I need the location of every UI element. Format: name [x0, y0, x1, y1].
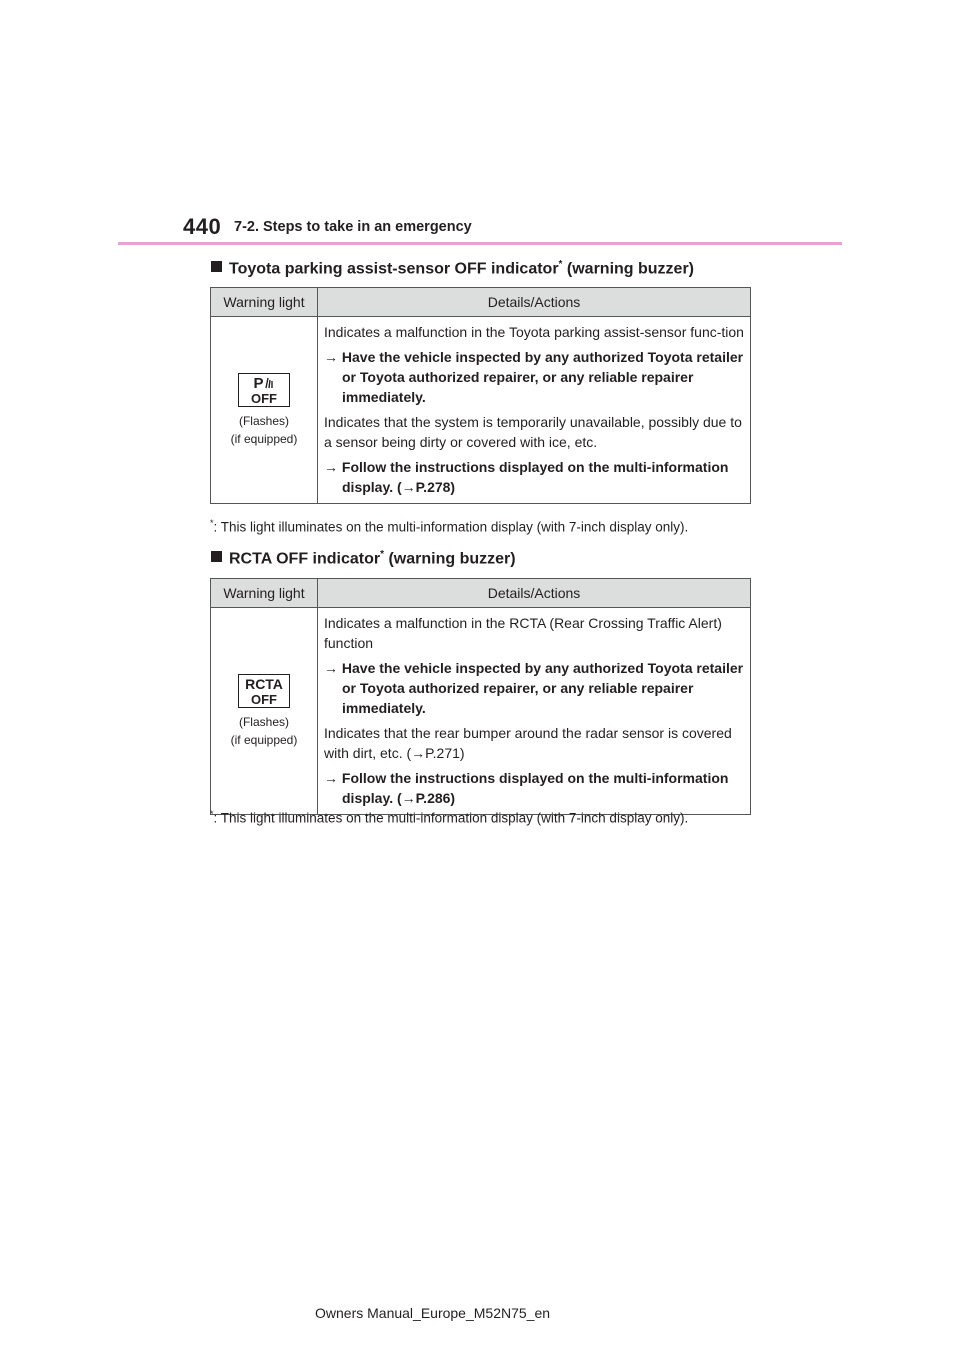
detail-text: Indicates a malfunction in the RCTA (Rear Crossing Traffic Alert) function	[324, 615, 722, 651]
footnote	[210, 809, 688, 826]
details-cell	[318, 317, 751, 504]
square-bullet-icon	[211, 261, 222, 272]
table-row	[211, 608, 751, 815]
column-header-warning-light: Warning light	[211, 579, 318, 608]
flashes-note: (Flashes)	[238, 714, 289, 729]
table-header-row	[211, 288, 751, 317]
footnote-marker: *	[380, 549, 385, 560]
section-title-parking-assist	[211, 259, 694, 278]
icon-label-bottom: OFF	[251, 691, 277, 707]
footnote	[210, 518, 688, 535]
action-text: → Follow the instructions displayed on the multi-information display. (→P.278)	[324, 459, 729, 495]
footnote-marker: *	[558, 259, 563, 270]
table-row	[211, 317, 751, 504]
section-title-text: Toyota parking assist-sensor OFF indicator	[229, 260, 559, 278]
details-cell	[318, 608, 751, 815]
header-divider	[118, 242, 842, 245]
warning-table-parking-assist	[210, 287, 751, 504]
rcta-off-icon	[238, 674, 290, 708]
page-number: 440	[183, 214, 222, 239]
warning-light-cell	[211, 317, 318, 504]
column-header-warning-light: Warning light	[211, 288, 318, 317]
section-title-suffix: (warning buzzer)	[384, 550, 516, 568]
section-title-suffix: (warning buzzer)	[562, 260, 695, 278]
section-header: 7-2. Steps to take in an emergency	[234, 219, 472, 235]
warning-light-cell	[211, 608, 318, 815]
action-text: → Have the vehicle inspected by any authorized Toyota retailer or Toyota authorized repairer, or any reliable repairer immediately.	[324, 660, 744, 716]
footnote-marker: *	[210, 518, 214, 528]
icon-label-bottom: OFF	[251, 390, 277, 406]
square-bullet-icon	[211, 551, 222, 562]
footnote-marker: *	[210, 809, 214, 819]
icon-label-top: RCTA	[245, 675, 283, 692]
if-equipped-note: (if equipped)	[230, 732, 298, 747]
if-equipped-note: (if equipped)	[230, 431, 298, 446]
detail-text: Indicates that the rear bumper around the radar sensor is covered with dirt, etc. (→P.271)	[324, 725, 732, 761]
table-header-row	[211, 579, 751, 608]
flashes-note: (Flashes)	[238, 413, 289, 428]
parking-assist-sensor-off-icon	[238, 373, 290, 407]
icon-label-top: P	[239, 377, 289, 390]
column-header-details: Details/Actions	[318, 288, 751, 317]
action-text: → Have the vehicle inspected by any authorized Toyota retailer or Toyota authorized repairer, or any reliable repairer immediately.	[324, 349, 744, 405]
page-footer: Owners Manual_Europe_M52N75_en	[315, 1305, 551, 1321]
warning-table-rcta	[210, 578, 751, 815]
detail-text: Indicates a malfunction in the Toyota parking assist-sensor func-tion	[324, 324, 744, 340]
footnote-text: : This light illuminates on the multi-information display (with 7-inch display only).	[213, 810, 689, 826]
action-text: → Follow the instructions displayed on the multi-information display. (→P.286)	[324, 770, 729, 806]
section-title-rcta	[211, 549, 516, 568]
sensor-waves-icon	[265, 377, 275, 389]
footnote-text: : This light illuminates on the multi-information display (with 7-inch display only).	[213, 519, 689, 535]
column-header-details: Details/Actions	[318, 579, 751, 608]
section-title-text: RCTA OFF indicator	[229, 550, 381, 568]
detail-text: Indicates that the system is temporarily unavailable, possibly due to a sensor being dirty or covered with ice, etc.	[324, 414, 742, 450]
